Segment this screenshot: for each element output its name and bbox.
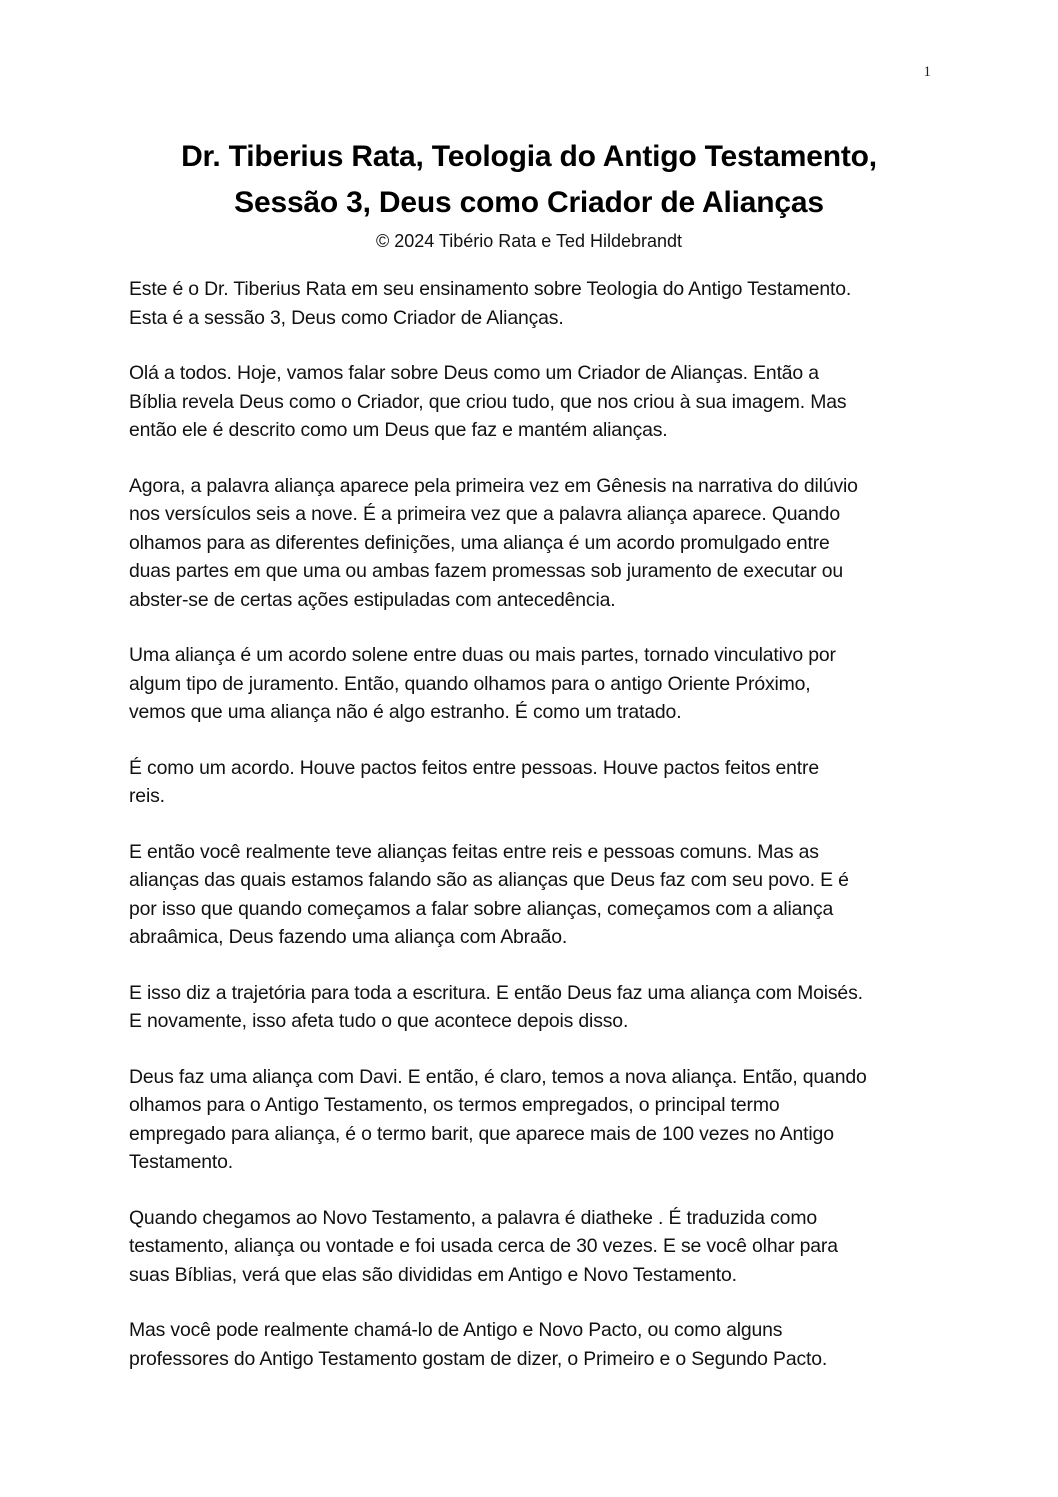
paragraph-line: por isso que quando começamos a falar sobre alianças, começamos com a aliança	[129, 897, 834, 920]
paragraph-line: Quando chegamos ao Novo Testamento, a palavra é diatheke . É traduzida como	[129, 1206, 817, 1229]
paragraph-line: olhamos para o Antigo Testamento, os termos empregados, o principal termo	[129, 1094, 780, 1116]
paragraph-line: E novamente, isso afeta tudo o que acontece depois disso.	[129, 1010, 629, 1032]
title-line: Dr. Tiberius Rata, Teologia do Antigo Testamento,	[181, 140, 877, 173]
paragraph-line: suas Bíblias, verá que elas são divididas em Antigo e Novo Testamento.	[129, 1263, 737, 1286]
paragraph	[129, 1063, 935, 1177]
paragraph	[129, 275, 935, 332]
paragraph	[129, 1316, 935, 1373]
paragraph-line: reis.	[129, 785, 165, 807]
copyright-notice: © 2024 Tibério Rata e Ted Hildebrandt	[375, 231, 683, 251]
document-title	[0, 134, 1058, 226]
paragraph-line: alianças das quais estamos falando são as alianças que Deus faz com seu povo. E é	[129, 869, 849, 891]
paragraph-line: Deus faz uma aliança com Davi. E então, é claro, temos a nova aliança. Então, quando	[129, 1065, 867, 1088]
paragraph	[129, 641, 935, 727]
paragraph-line: Testamento.	[129, 1151, 233, 1173]
paragraph-line: testamento, aliança ou vontade e foi usada cerca de 30 vezes. E se você olhar para	[129, 1235, 838, 1257]
paragraph-line: algum tipo de juramento. Então, quando olhamos para o antigo Oriente Próximo,	[129, 672, 811, 695]
document-header	[0, 134, 1058, 252]
paragraph-line: vemos que uma aliança não é algo estranho. É como um tratado.	[129, 701, 682, 723]
paragraph-line: Mas você pode realmente chamá-lo de Antigo e Novo Pacto, ou como alguns	[129, 1319, 783, 1341]
paragraph	[129, 472, 935, 615]
paragraph	[129, 1204, 935, 1290]
paragraph	[129, 979, 935, 1036]
paragraph-line: É como um acordo. Houve pactos feitos entre pessoas. Houve pactos feitos entre	[129, 756, 819, 779]
paragraph	[129, 754, 935, 811]
paragraph-line: abraâmica, Deus fazendo uma aliança com Abraão.	[129, 926, 568, 948]
paragraph-line: E isso diz a trajetória para toda a escritura. E então Deus faz uma aliança com Moisés.	[129, 981, 863, 1004]
paragraph	[129, 838, 935, 952]
paragraph-line: Este é o Dr. Tiberius Rata em seu ensinamento sobre Teologia do Antigo Testamento.	[129, 278, 852, 300]
paragraph-line: duas partes em que uma ou ambas fazem promessas sob juramento de executar ou	[129, 560, 843, 582]
paragraph-line: Agora, a palavra aliança aparece pela primeira vez em Gênesis na narrativa do dilúvio	[129, 474, 858, 497]
paragraph-line: olhamos para as diferentes definições, uma aliança é um acordo promulgado entre	[129, 531, 830, 554]
transcript-body	[129, 275, 935, 1400]
paragraph-line: Olá a todos. Hoje, vamos falar sobre Deus como um Criador de Alianças. Então a	[129, 362, 819, 384]
paragraph-line: Esta é a sessão 3, Deus como Criador de Alianças.	[129, 306, 564, 329]
paragraph-line: nos versículos seis a nove. É a primeira vez que a palavra aliança aparece. Quando	[129, 503, 840, 525]
paragraph-line: E então você realmente teve alianças feitas entre reis e pessoas comuns. Mas as	[129, 840, 819, 863]
paragraph-line: abster-se de certas ações estipuladas com antecedência.	[129, 588, 616, 611]
paragraph-line: Uma aliança é um acordo solene entre duas ou mais partes, tornado vinculativo por	[129, 644, 836, 666]
paragraph-line: empregado para aliança, é o termo barit, que aparece mais de 100 vezes no Antigo	[129, 1122, 834, 1145]
paragraph-line: então ele é descrito como um Deus que faz e mantém alianças.	[129, 419, 668, 441]
title-line: Sessão 3, Deus como Criador de Alianças	[234, 186, 824, 219]
paragraph-line: Bíblia revela Deus como o Criador, que criou tudo, que nos criou à sua imagem. Mas	[129, 390, 847, 413]
paragraph	[129, 359, 935, 445]
paragraph-line: professores do Antigo Testamento gostam de dizer, o Primeiro e o Segundo Pacto.	[129, 1347, 828, 1370]
page-number: 1	[923, 64, 931, 80]
